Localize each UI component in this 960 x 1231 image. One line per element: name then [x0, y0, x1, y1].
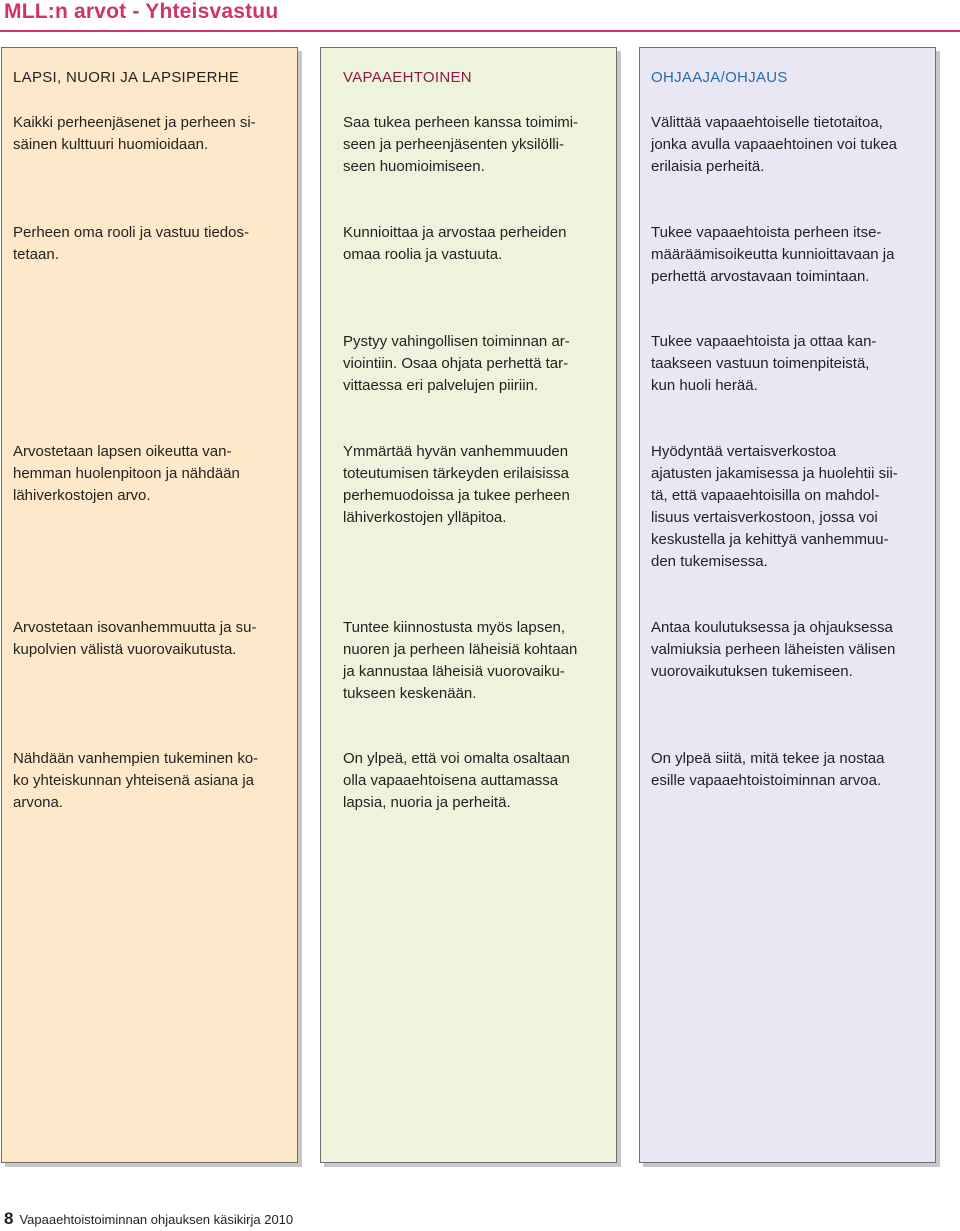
cell-child-solidarity: Nähdään vanhempien tukeminen ko- ko yhteiskunnan yhteisenä asiana ja arvona. — [13, 750, 259, 811]
page-number: 8 — [4, 1209, 14, 1228]
cell-supervisor-solidarity: On ylpeä siitä, mitä tekee ja nostaa esille vapaaehtoistoiminnan arvoa. — [651, 750, 885, 789]
cell-supervisor-care: Hyödyntää vertaisverkostoa ajatusten jakamisessa ja huolehtii sii- tä, että vapaaehtoisilla on mahdol- lisuus vertaisverkostoon, jossa voi keskustella ja kehittyä vanhemmuu- den tukemisessa. — [651, 443, 898, 570]
cell-volunteer-communality: Tuntee kiinnostusta myös lapsen, nuoren ja perheen läheisiä kohtaan ja kannustaa läheisiä vuorovaiku- tukseen keskenään. — [343, 619, 578, 702]
cell-supervisor-communality: Antaa koulutuksessa ja ohjauksessa valmiuksia perheen läheisten välisen vuorovaikutuksen tukemiseen. — [651, 619, 896, 680]
cell-supervisor-respect: Välittää vapaaehtoiselle tietotaitoa, jonka avulla vapaaehtoinen voi tukea erilaisia perheitä. — [651, 114, 898, 175]
cell-supervisor-responsibility: Tukee vapaaehtoista perheen itse- määräämisoikeutta kunnioittavaan ja perhettä arvostavaan toimintaan. — [651, 224, 895, 285]
title-rule — [0, 30, 960, 32]
cell-child-communality: Arvostetaan isovanhemmuutta ja su- kupolvien välistä vuorovaikutusta. — [13, 619, 257, 658]
cell-child-respect: Kaikki perheenjäsenet ja perheen si- säinen kulttuuri huomioidaan. — [13, 114, 256, 153]
page-title: MLL:n arvot - Yhteisvastuu — [4, 0, 279, 23]
column-child-youth-family — [1, 47, 298, 1163]
page-footer — [4, 1209, 293, 1229]
column-heading-supervisor: OHJAAJA/OHJAUS — [651, 69, 788, 86]
cell-child-care: Arvostetaan lapsen oikeutta van- hemman huolenpitoon ja nähdään lähiverkostojen arvo. — [13, 443, 240, 504]
footer-publication: Vapaaehtoistoiminnan ohjauksen käsikirja 2010 — [19, 1212, 294, 1227]
column-heading-volunteer: VAPAAEHTOINEN — [343, 69, 472, 86]
cell-volunteer-responsibility: Kunnioittaa ja arvostaa perheiden omaa roolia ja vastuuta. — [343, 224, 567, 263]
column-supervisor — [639, 47, 936, 1163]
column-heading-child-youth-family: LAPSI, NUORI JA LAPSIPERHE — [13, 69, 240, 86]
cell-volunteer-solidarity: On ylpeä, että voi omalta osaltaan olla vapaaehtoisena auttamassa lapsia, nuoria ja perheitä. — [343, 750, 570, 811]
column-volunteer — [320, 47, 617, 1163]
cell-volunteer-care: Ymmärtää hyvän vanhemmuuden toteutumisen tärkeyden erilaisissa perhemuodoissa ja tukee perheen lähiverkostojen ylläpitoa. — [343, 443, 570, 526]
cell-volunteer-respect: Saa tukea perheen kanssa toimimi- seen ja perheenjäsenten yksilölli- seen huomioimiseen. — [343, 114, 579, 175]
cell-volunteer-assessment: Pystyy vahingollisen toiminnan ar- viointiin. Osaa ohjata perhettä tar- vittaessa eri palvelujen piiriin. — [343, 333, 570, 394]
cell-child-responsibility: Perheen oma rooli ja vastuu tiedos- tetaan. — [13, 224, 249, 263]
cell-supervisor-assessment: Tukee vapaaehtoista ja ottaa kan- taakseen vastuun toimenpiteistä, kun huoli herää. — [651, 333, 877, 394]
